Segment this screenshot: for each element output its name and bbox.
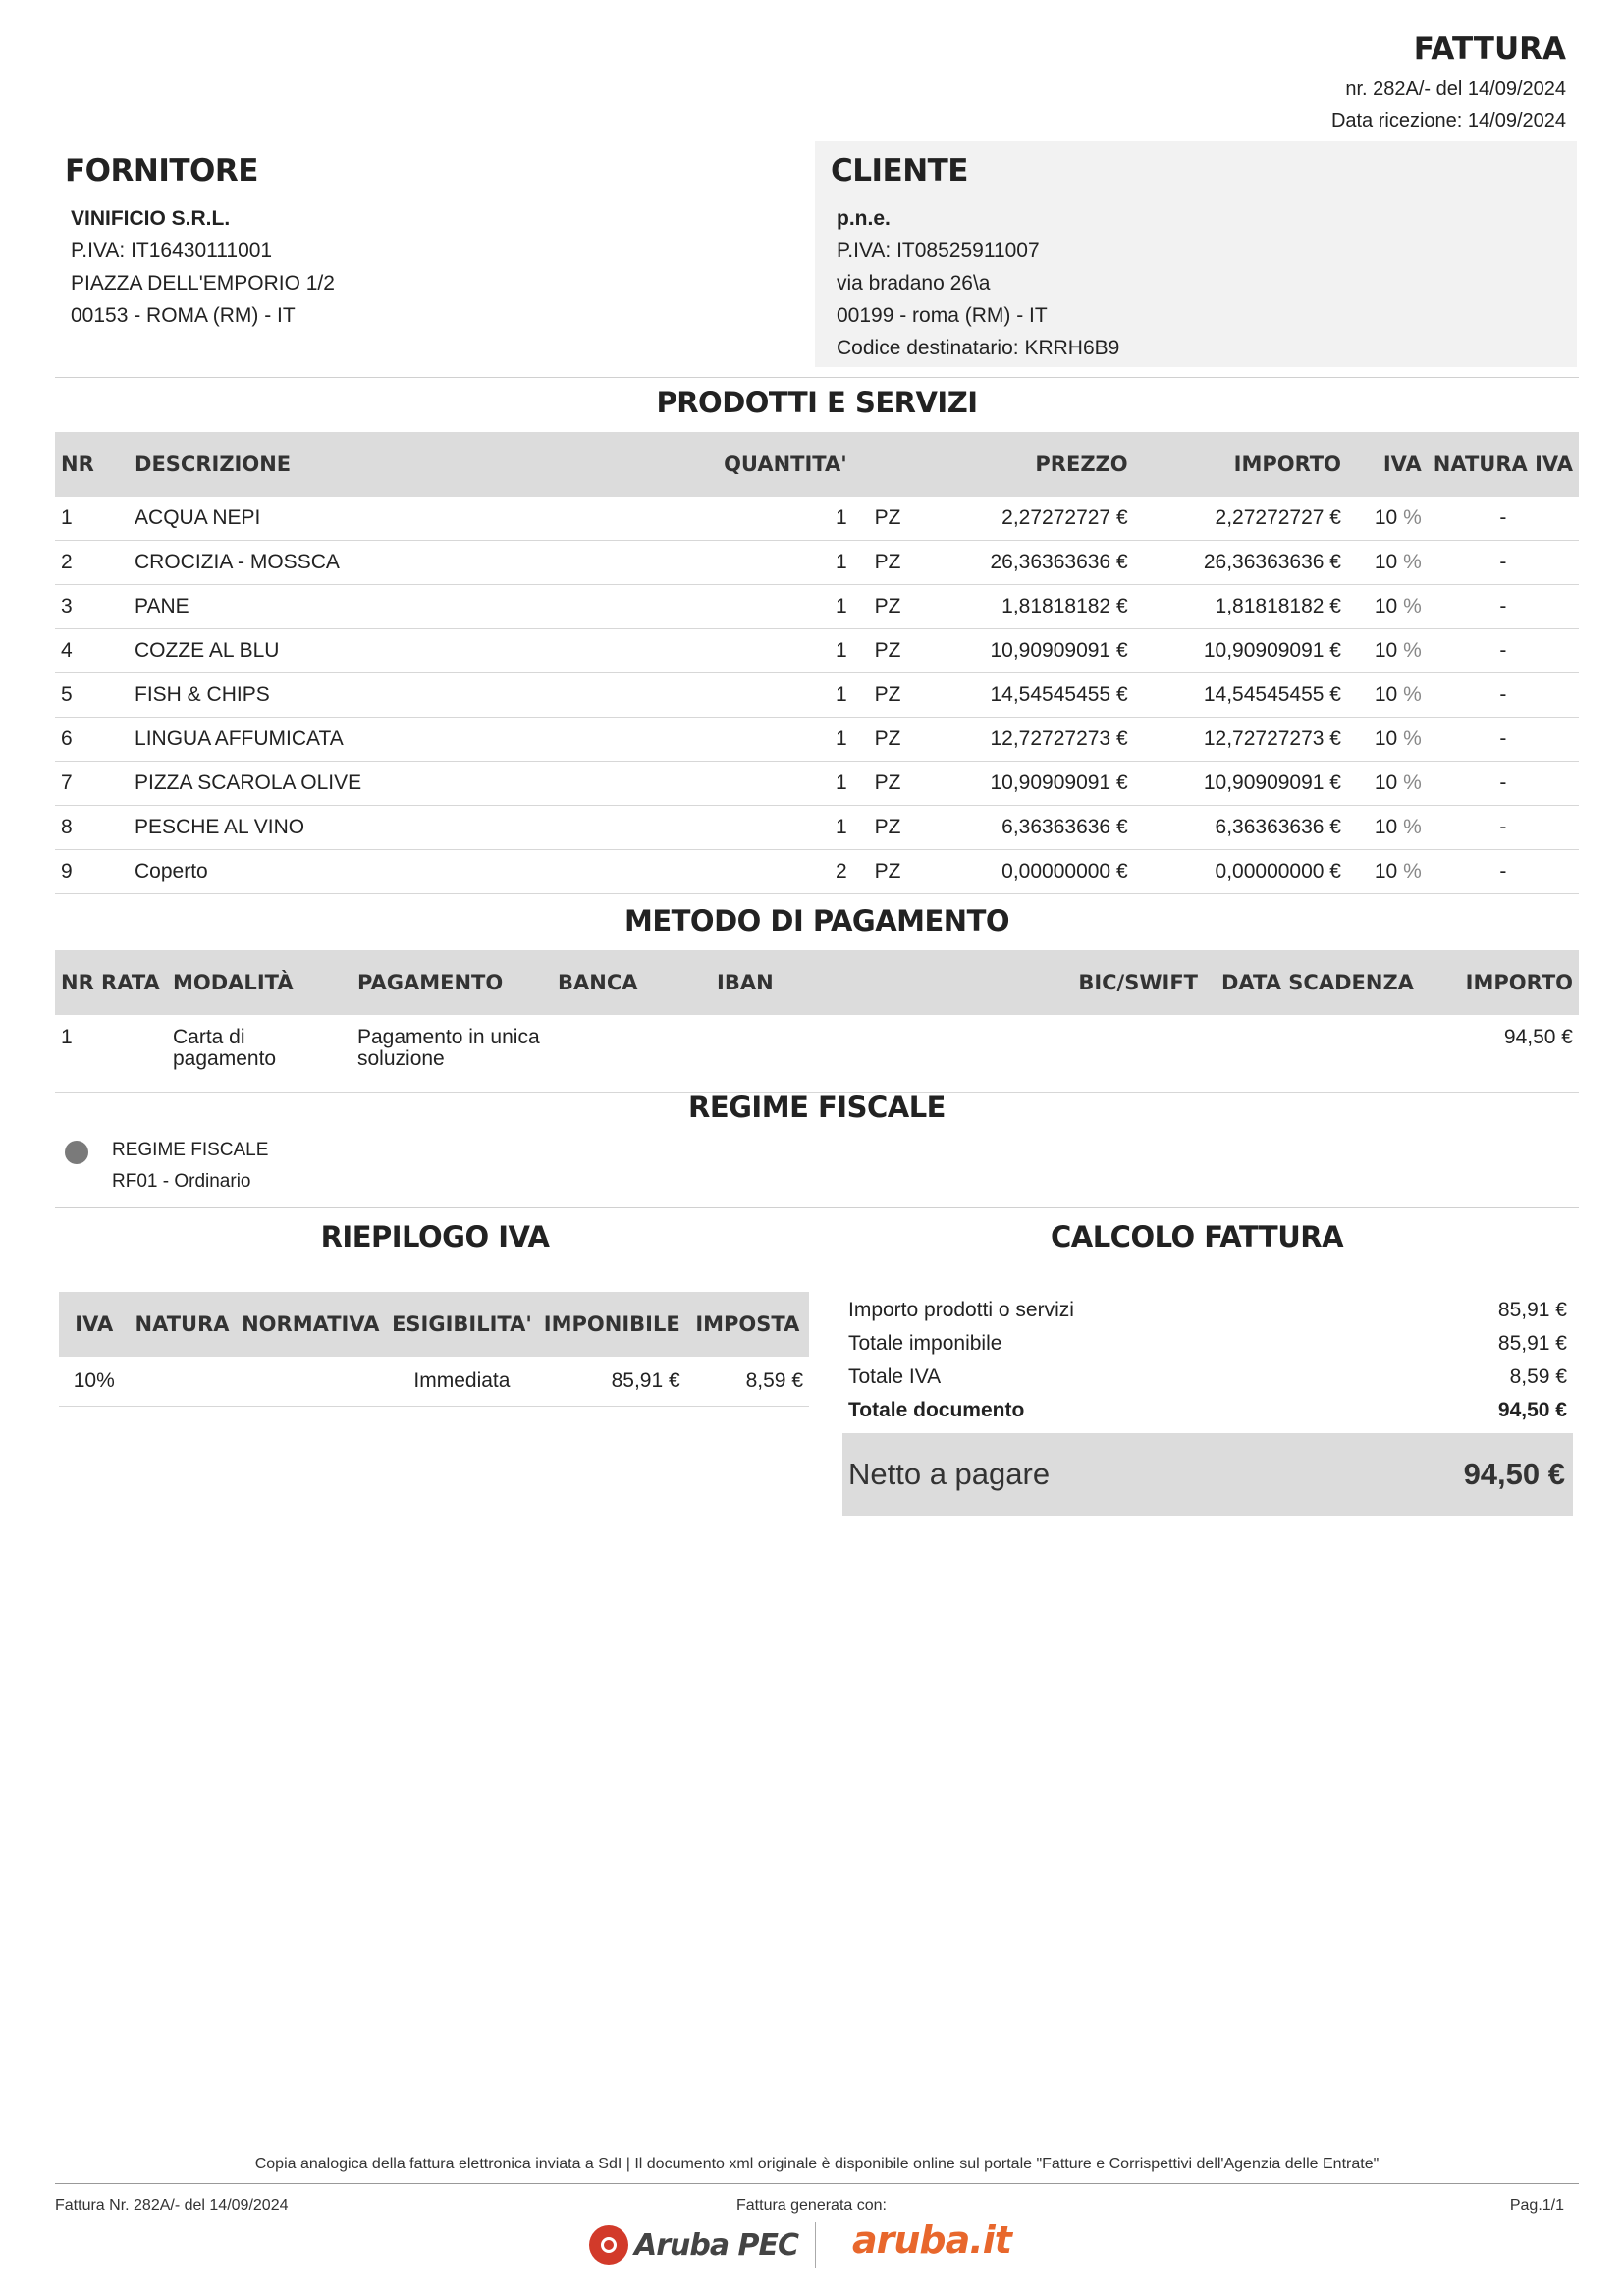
products-header-row <box>55 432 1579 497</box>
col-iva: IVA <box>1347 432 1428 497</box>
col-bank: BANCA <box>552 950 711 1015</box>
payment-header-row <box>55 950 1579 1015</box>
product-iva-rate: 10 <box>1374 639 1398 662</box>
aruba-it-logo: aruba.it <box>852 2218 1011 2262</box>
product-natura-iva: - <box>1428 718 1579 762</box>
received-date: Data ricezione: 14/09/2024 <box>1330 110 1566 132</box>
product-iva <box>1347 850 1428 894</box>
col-natura-iva: NATURA IVA <box>1428 432 1579 497</box>
col-payment-amount: IMPORTO <box>1432 950 1579 1015</box>
aruba-pec-logo <box>589 2220 798 2269</box>
product-price: 12,72727273 € <box>920 718 1133 762</box>
calc-value: 8,59 € <box>1509 1365 1567 1388</box>
iva-esigibilita: Immediata <box>386 1357 538 1407</box>
product-price: 10,90909091 € <box>920 762 1133 806</box>
client-vat: P.IVA: IT08525911007 <box>837 240 1040 262</box>
product-row <box>55 497 1579 541</box>
product-iva-rate: 10 <box>1374 772 1398 794</box>
regime-bullet-icon <box>65 1141 88 1164</box>
product-nr: 4 <box>55 629 129 673</box>
product-quantity: 1 <box>668 585 853 629</box>
product-amount: 6,36363636 € <box>1134 806 1347 850</box>
product-iva <box>1347 806 1428 850</box>
payment-heading: METODO DI PAGAMENTO <box>623 904 1010 937</box>
product-iva-percent: % <box>1403 860 1422 882</box>
payment-bank <box>552 1015 711 1093</box>
payment-row <box>55 1015 1579 1093</box>
calc-label: Totale documento <box>848 1399 1025 1421</box>
product-price: 1,81818182 € <box>920 585 1133 629</box>
product-quantity: 1 <box>668 806 853 850</box>
payment-table <box>55 950 1579 1093</box>
client-recipient-code: Codice destinatario: KRRH6B9 <box>837 337 1120 359</box>
net-to-pay-label: Netto a pagare <box>848 1457 1051 1491</box>
product-description: LINGUA AFFUMICATA <box>129 718 668 762</box>
product-price: 14,54545455 € <box>920 673 1133 718</box>
calc-label: Totale IVA <box>848 1365 942 1388</box>
product-natura-iva: - <box>1428 497 1579 541</box>
col-imposta: IMPOSTA <box>686 1292 809 1357</box>
supplier-vat: P.IVA: IT16430111001 <box>71 240 273 262</box>
product-iva-rate: 10 <box>1374 816 1398 838</box>
col-quantity: QUANTITA' <box>668 432 853 497</box>
product-iva <box>1347 718 1428 762</box>
col-natura: NATURA <box>130 1292 236 1357</box>
footer-note: Copia analogica della fattura elettronica inviata a SdI | Il documento xml originale è disponibile online sul portale "Fatture e Corrispettivi dell'Agenzia delle Entrate" <box>254 2156 1380 2172</box>
product-unit: PZ <box>853 629 921 673</box>
product-row <box>55 850 1579 894</box>
iva-imponibile: 85,91 € <box>538 1357 686 1407</box>
iva-rate: 10% <box>59 1357 130 1407</box>
col-bic: BIC/SWIFT <box>1064 950 1204 1015</box>
regime-value: RF01 - Ordinario <box>112 1171 251 1192</box>
footer-divider <box>55 2183 1579 2184</box>
product-nr: 8 <box>55 806 129 850</box>
divider <box>55 377 1579 378</box>
calc-value: 85,91 € <box>1497 1332 1567 1355</box>
product-quantity: 1 <box>668 541 853 585</box>
footer-generated: Fattura generata con: <box>736 2197 887 2214</box>
payment-mode: Carta di pagamento <box>167 1015 352 1093</box>
product-description: PANE <box>129 585 668 629</box>
product-iva <box>1347 585 1428 629</box>
col-nr: NR <box>55 432 129 497</box>
product-nr: 6 <box>55 718 129 762</box>
product-iva <box>1347 762 1428 806</box>
iva-summary-header-row <box>59 1292 809 1357</box>
payment-due-date <box>1204 1015 1432 1093</box>
calc-block <box>848 1294 1567 1427</box>
product-unit: PZ <box>853 541 921 585</box>
payment-bic <box>1064 1015 1204 1093</box>
col-iban: IBAN <box>711 950 1064 1015</box>
supplier-name: VINIFICIO S.R.L. <box>71 207 231 230</box>
product-natura-iva: - <box>1428 585 1579 629</box>
product-natura-iva: - <box>1428 541 1579 585</box>
calc-label: Importo prodotti o servizi <box>848 1299 1074 1321</box>
calc-value: 94,50 € <box>1497 1399 1567 1421</box>
product-quantity: 1 <box>668 629 853 673</box>
product-unit: PZ <box>853 806 921 850</box>
product-nr: 5 <box>55 673 129 718</box>
product-description: ACQUA NEPI <box>129 497 668 541</box>
product-nr: 1 <box>55 497 129 541</box>
products-heading: PRODOTTI E SERVIZI <box>656 386 978 419</box>
client-address: via bradano 26\a <box>837 272 991 294</box>
product-iva-percent: % <box>1403 595 1422 617</box>
supplier-address: PIAZZA DELL'EMPORIO 1/2 <box>71 272 335 294</box>
product-iva-rate: 10 <box>1374 507 1398 529</box>
col-payment: PAGAMENTO <box>352 950 552 1015</box>
product-amount: 12,72727273 € <box>1134 718 1347 762</box>
regime-heading: REGIME FISCALE <box>687 1091 946 1124</box>
product-iva <box>1347 629 1428 673</box>
product-amount: 1,81818182 € <box>1134 585 1347 629</box>
product-nr: 3 <box>55 585 129 629</box>
product-unit: PZ <box>853 585 921 629</box>
product-iva-percent: % <box>1403 772 1422 794</box>
product-amount: 10,90909091 € <box>1134 762 1347 806</box>
products-table <box>55 432 1579 894</box>
product-quantity: 1 <box>668 762 853 806</box>
product-quantity: 2 <box>668 850 853 894</box>
calc-row <box>848 1361 1567 1394</box>
calc-row <box>848 1394 1567 1427</box>
client-city: 00199 - roma (RM) - IT <box>837 304 1048 327</box>
product-description: PESCHE AL VINO <box>129 806 668 850</box>
iva-imposta: 8,59 € <box>686 1357 809 1407</box>
product-natura-iva: - <box>1428 850 1579 894</box>
product-row <box>55 673 1579 718</box>
product-iva-rate: 10 <box>1374 551 1398 573</box>
invoice-title: FATTURA <box>1413 31 1566 67</box>
product-row <box>55 806 1579 850</box>
net-to-pay-value: 94,50 € <box>1463 1457 1565 1491</box>
calc-heading: CALCOLO FATTURA <box>1050 1220 1344 1254</box>
col-imponibile: IMPONIBILE <box>538 1292 686 1357</box>
calc-row <box>848 1327 1567 1361</box>
product-natura-iva: - <box>1428 762 1579 806</box>
product-natura-iva: - <box>1428 629 1579 673</box>
product-price: 0,00000000 € <box>920 850 1133 894</box>
col-description: DESCRIZIONE <box>129 432 668 497</box>
product-price: 6,36363636 € <box>920 806 1133 850</box>
product-row <box>55 629 1579 673</box>
product-iva-rate: 10 <box>1374 595 1398 617</box>
product-price: 26,36363636 € <box>920 541 1133 585</box>
product-description: PIZZA SCAROLA OLIVE <box>129 762 668 806</box>
product-row <box>55 541 1579 585</box>
product-price: 2,27272727 € <box>920 497 1133 541</box>
product-iva-rate: 10 <box>1374 860 1398 882</box>
col-price: PREZZO <box>920 432 1133 497</box>
product-iva-percent: % <box>1403 507 1422 529</box>
product-quantity: 1 <box>668 497 853 541</box>
col-esigibilita: ESIGIBILITA' <box>386 1292 538 1357</box>
product-amount: 2,27272727 € <box>1134 497 1347 541</box>
product-amount: 14,54545455 € <box>1134 673 1347 718</box>
product-iva-percent: % <box>1403 727 1422 750</box>
supplier-city: 00153 - ROMA (RM) - IT <box>71 304 296 327</box>
aruba-pec-logo-text: Aruba PEC <box>634 2227 799 2263</box>
product-description: COZZE AL BLU <box>129 629 668 673</box>
product-price: 10,90909091 € <box>920 629 1133 673</box>
col-amount: IMPORTO <box>1134 432 1347 497</box>
client-block <box>815 141 1577 367</box>
product-iva-percent: % <box>1403 551 1422 573</box>
payment-amount: 94,50 € <box>1432 1015 1579 1093</box>
payment-type: Pagamento in unica soluzione <box>352 1015 552 1093</box>
product-nr: 9 <box>55 850 129 894</box>
product-row <box>55 585 1579 629</box>
payment-iban <box>711 1015 1064 1093</box>
product-unit: PZ <box>853 762 921 806</box>
calc-label: Totale imponibile <box>848 1332 1002 1355</box>
product-iva-percent: % <box>1403 816 1422 838</box>
iva-natura <box>130 1357 236 1407</box>
footer-invoice-ref: Fattura Nr. 282A/- del 14/09/2024 <box>55 2197 289 2214</box>
product-description: Coperto <box>129 850 668 894</box>
product-unit: PZ <box>853 850 921 894</box>
product-amount: 0,00000000 € <box>1134 850 1347 894</box>
aruba-pec-mark-icon <box>589 2225 628 2265</box>
product-amount: 10,90909091 € <box>1134 629 1347 673</box>
payment-nr: 1 <box>55 1015 167 1093</box>
col-due-date: DATA SCADENZA <box>1204 950 1432 1015</box>
product-quantity: 1 <box>668 673 853 718</box>
col-iva-rate: IVA <box>59 1292 130 1357</box>
col-nr-rata: NR RATA <box>55 950 167 1015</box>
iva-summary-row <box>59 1357 809 1407</box>
product-natura-iva: - <box>1428 673 1579 718</box>
invoice-number: nr. 282A/- del 14/09/2024 <box>1345 79 1566 100</box>
product-iva <box>1347 541 1428 585</box>
calc-value: 85,91 € <box>1497 1299 1567 1321</box>
product-iva-rate: 10 <box>1374 683 1398 706</box>
col-normativa: NORMATIVA <box>236 1292 387 1357</box>
iva-normativa <box>236 1357 387 1407</box>
col-unit <box>853 432 921 497</box>
product-unit: PZ <box>853 497 921 541</box>
product-description: FISH & CHIPS <box>129 673 668 718</box>
product-iva-percent: % <box>1403 639 1422 662</box>
calc-row <box>848 1294 1567 1327</box>
supplier-block <box>55 141 811 367</box>
product-iva-percent: % <box>1403 683 1422 706</box>
supplier-heading: FORNITORE <box>65 153 258 188</box>
product-amount: 26,36363636 € <box>1134 541 1347 585</box>
net-to-pay-box <box>842 1433 1573 1516</box>
divider <box>55 1207 1579 1208</box>
col-mode: MODALITÀ <box>167 950 352 1015</box>
product-iva <box>1347 497 1428 541</box>
product-iva <box>1347 673 1428 718</box>
iva-summary-heading: RIEPILOGO IVA <box>320 1220 550 1254</box>
regime-label: REGIME FISCALE <box>112 1140 269 1160</box>
client-name: p.n.e. <box>837 207 891 230</box>
product-unit: PZ <box>853 673 921 718</box>
product-iva-rate: 10 <box>1374 727 1398 750</box>
product-unit: PZ <box>853 718 921 762</box>
client-heading: CLIENTE <box>831 153 968 188</box>
product-row <box>55 718 1579 762</box>
iva-summary-table <box>59 1292 809 1407</box>
product-quantity: 1 <box>668 718 853 762</box>
product-row <box>55 762 1579 806</box>
product-nr: 2 <box>55 541 129 585</box>
product-nr: 7 <box>55 762 129 806</box>
logo-separator <box>815 2222 816 2268</box>
product-description: CROCIZIA - MOSSCA <box>129 541 668 585</box>
product-natura-iva: - <box>1428 806 1579 850</box>
footer-page-number: Pag.1/1 <box>1509 2197 1564 2214</box>
